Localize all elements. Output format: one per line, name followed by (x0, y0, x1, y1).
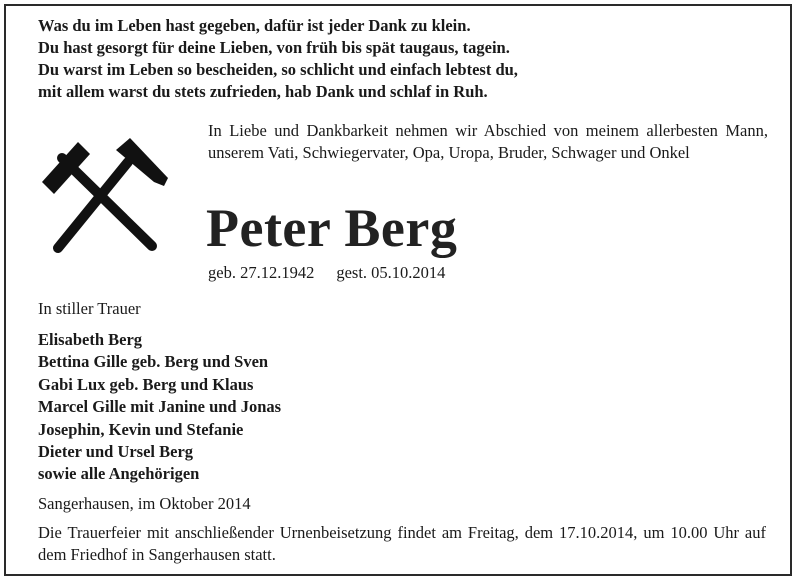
mourner: Elisabeth Berg (38, 330, 143, 349)
mourner: Josephin, Kevin und Stefanie (38, 419, 244, 439)
verse-line: Du hast gesorgt für deine Lieben, von früh bis spät taugaus, tagein. (38, 38, 510, 57)
mourner: sowie alle Angehörigen (38, 464, 200, 484)
mourner: Bettina Gille geb. Berg und Sven (38, 352, 269, 372)
funeral-service-notice: Die Trauerfeier mit anschließender Urnenbeisetzung findet am Freitag, dem 17.10.2014, um 10.00 Uhr auf dem Friedhof in Sangerhausen statt. (38, 523, 766, 564)
verse-line: Was du im Leben hast gegeben, dafür ist jeder Dank zu klein. (38, 16, 471, 35)
birth-date: geb. 27.12.1942 (208, 263, 315, 282)
mourner: Dieter und Ursel Berg (38, 442, 194, 462)
verse-line: Du warst im Leben so bescheiden, so schlicht und einfach lebtest du, (38, 60, 518, 79)
deceased-name: Peter Berg (206, 198, 458, 258)
mourner: Gabi Lux geb. Berg und Klaus (38, 374, 254, 394)
death-date: gest. 05.10.2014 (336, 263, 446, 282)
verse-line: mit allem warst du stets zufrieden, hab Dank und schlaf in Ruh. (38, 82, 488, 101)
memorial-verse (38, 15, 778, 103)
place-date: Sangerhausen, im Oktober 2014 (38, 494, 251, 513)
mourner: Marcel Gille mit Janine und Jonas (38, 397, 282, 417)
farewell-intro: In Liebe und Dankbarkeit nehmen wir Abschied von meinem allerbesten Mann, unserem Vati, Schwiegervater, Opa, Uropa, Bruder, Schwager und Onkel (208, 121, 768, 162)
mourners-list (38, 329, 438, 486)
mourning-label: In stiller Trauer (38, 299, 141, 318)
life-dates (208, 262, 445, 284)
crossed-hammers-icon (38, 138, 170, 256)
